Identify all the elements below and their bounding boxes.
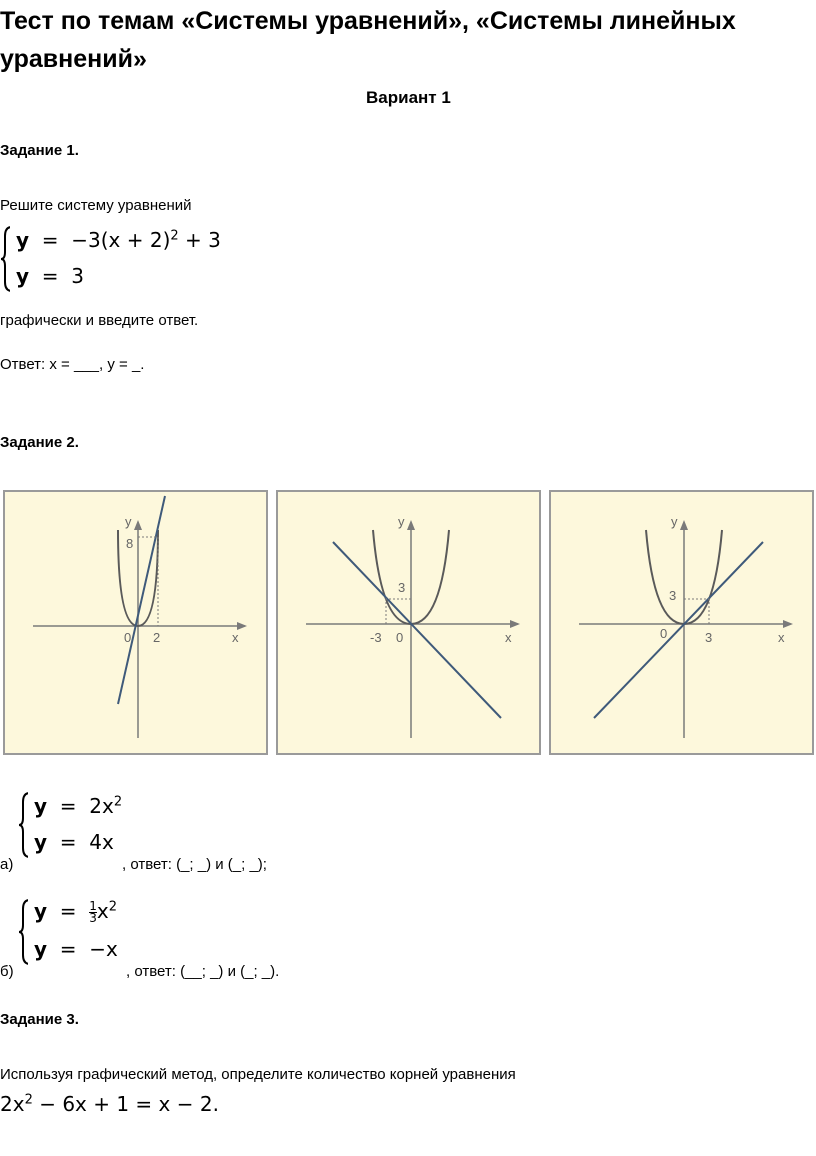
task3-equation: [0, 1092, 219, 1116]
brace-icon: [18, 790, 28, 860]
graph-3: [551, 492, 816, 757]
system-b-eq2: y = −x: [34, 937, 118, 961]
line: [333, 542, 501, 718]
page-title: Тест по темам «Системы уравнений», «Системы линейных уравнений»: [0, 7, 736, 73]
variant-label: Вариант 1: [366, 88, 451, 107]
axis-y-label: y: [125, 514, 132, 529]
graph-2: [278, 492, 543, 757]
axis-y-label: y: [398, 514, 405, 529]
system-a-label: а): [0, 856, 14, 873]
tick-x-label: 2: [153, 630, 161, 645]
system-b-answer: , ответ: (__; _) и (_; _).: [126, 963, 280, 980]
task3-eq-part1: 2x: [0, 1092, 25, 1116]
system-a-eq1-lhs: y: [34, 794, 48, 818]
axis-y-label: y: [671, 514, 678, 529]
task1-eq2-rhs: 3: [71, 264, 84, 288]
brace-icon: [18, 897, 28, 967]
system-b-eq2-rhs: −x: [89, 937, 118, 961]
system-a-eq1-rhs: 2x: [89, 794, 114, 818]
task3-eq-part2: − 6x + 1 = x − 2.: [32, 1092, 219, 1116]
task1-equation-2: y = 3: [16, 264, 84, 288]
line: [594, 542, 763, 718]
system-b-eq1-lhs: y: [34, 899, 48, 923]
graph-panel-1: [3, 490, 268, 755]
task2-heading: Задание 2.: [0, 434, 79, 451]
task1-eq1-tail: + 3: [178, 228, 221, 252]
y-axis-arrow-icon: [680, 520, 688, 530]
system-a-eq1-exp: 2: [113, 794, 123, 810]
task1-equation-1: $y = -3(x + 2)^2 + 3$: [16, 228, 221, 252]
system-a-eq2-rhs: 4x: [89, 830, 114, 854]
graph-panel-3: [549, 490, 814, 755]
x-axis-arrow-icon: [237, 622, 247, 630]
system-a-answer: , ответ: (_; _) и (_; _);: [122, 856, 267, 873]
tick-x-label: 3: [705, 630, 713, 645]
origin-label: 0: [396, 630, 404, 645]
system-b-eq1-exp: 2: [108, 899, 118, 915]
task1-system: [0, 224, 260, 294]
graph-1: [5, 492, 270, 757]
system-a-eq2-lhs: y: [34, 830, 48, 854]
origin-label: 0: [124, 630, 132, 645]
system-a: [18, 790, 158, 860]
fraction-denominator: 3: [89, 911, 97, 925]
axis-x-label: x: [232, 630, 239, 645]
system-b-fraction: [89, 901, 97, 924]
task1-eq1-lhs: y: [16, 228, 30, 252]
tick-y-label: 3: [398, 580, 406, 595]
task1-after-text: графически и введите ответ.: [0, 312, 199, 329]
task1-eq2-lhs: y: [16, 264, 30, 288]
system-b-eq1: y = $\frac{1}{3}$ $x^2$: [34, 899, 118, 925]
graph-panel-2: [276, 490, 541, 755]
task3-heading: Задание 3.: [0, 1011, 79, 1028]
system-a-eq2: y = 4x: [34, 830, 114, 854]
system-b-eq2-lhs: y: [34, 937, 48, 961]
task3-intro: Используя графический метод, определите количество корней уравнения: [0, 1066, 516, 1083]
task1-eq1-exp: 2: [170, 228, 179, 244]
system-b-label: б): [0, 963, 14, 980]
task1-eq1-rhs: −3(x + 2): [71, 228, 171, 252]
tick-x-label: -3: [370, 630, 382, 645]
system-a-eq1: $y = 2x^2$: [34, 794, 123, 818]
system-b: [18, 897, 158, 967]
tick-y-label: 3: [669, 588, 677, 603]
system-b-eq1-rhs: x: [96, 899, 109, 923]
fraction-numerator: 1: [89, 899, 97, 913]
brace-icon: [0, 224, 10, 294]
task1-intro: Решите систему уравнений: [0, 197, 192, 214]
guide-lines: [138, 537, 158, 626]
tick-y-label: 8: [126, 536, 134, 551]
y-axis-arrow-icon: [134, 520, 142, 530]
y-axis-arrow-icon: [407, 520, 415, 530]
axis-x-label: x: [505, 630, 512, 645]
origin-label: 0: [660, 626, 668, 641]
task1-heading: Задание 1.: [0, 142, 79, 159]
task1-answer: Ответ: х = ___, у = _.: [0, 356, 145, 373]
x-axis-arrow-icon: [783, 620, 793, 628]
task3-eq-exp: 2: [24, 1092, 33, 1108]
axis-x-label: x: [778, 630, 785, 645]
x-axis-arrow-icon: [510, 620, 520, 628]
